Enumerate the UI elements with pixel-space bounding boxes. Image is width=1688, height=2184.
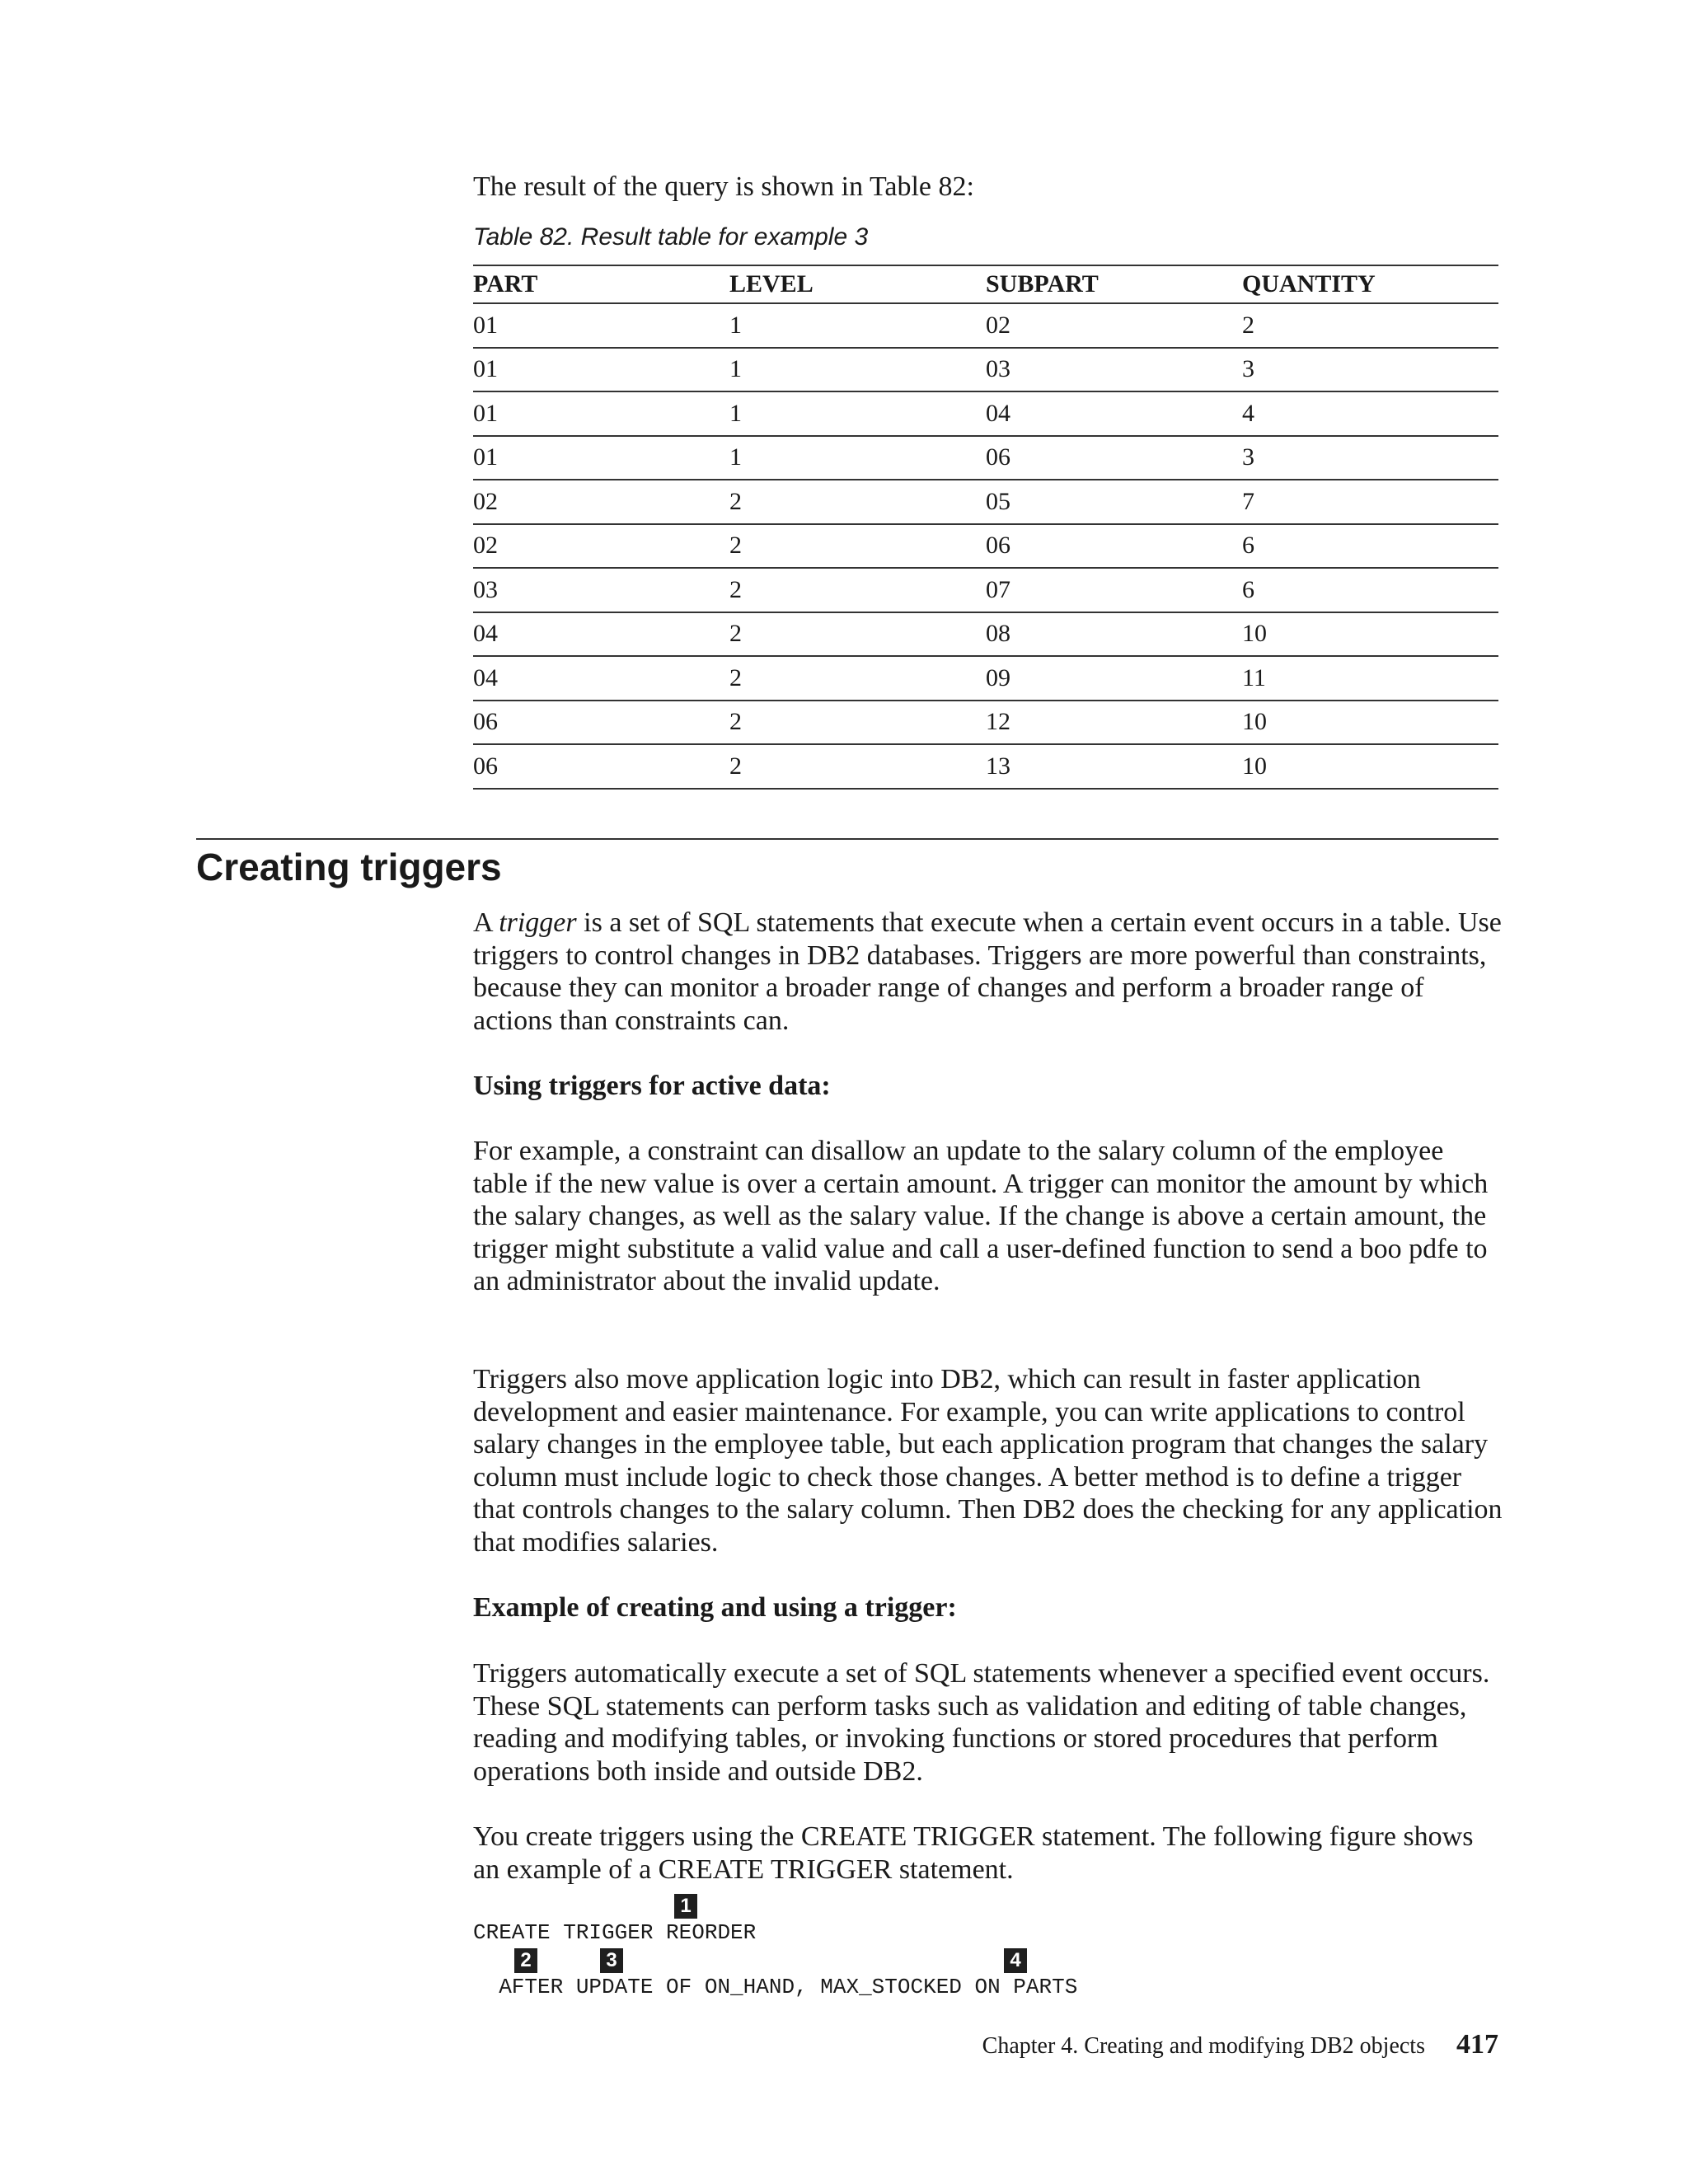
table-cell: 06 bbox=[986, 524, 1242, 569]
table-cell: 2 bbox=[729, 701, 986, 745]
paragraph-constraint-example: For example, a constraint can disallow an update to the salary column of the employee table if the new value is over a certain amount. A trigger can monitor the amount by which the salary changes, as well as the salary value. If the change is above a certain amount, the trigger might substitute a valid value and call a user-defined function to send a boo pdfe to an administrator about the invalid update. bbox=[473, 1136, 1489, 1297]
table-cell: 01 bbox=[473, 348, 729, 392]
table-cell: 10 bbox=[1242, 612, 1498, 657]
table-cell: 04 bbox=[473, 612, 729, 657]
table-cell: 2 bbox=[729, 568, 986, 612]
table-cell: 10 bbox=[1242, 744, 1498, 789]
table-cell: 03 bbox=[986, 348, 1242, 392]
table-cell: 02 bbox=[473, 480, 729, 524]
footer-chapter: Chapter 4. Creating and modifying DB2 objects bbox=[982, 2033, 1425, 2059]
callout-marker-4: 4 bbox=[1004, 1948, 1027, 1973]
table-cell: 01 bbox=[473, 436, 729, 480]
table-cell: 12 bbox=[986, 701, 1242, 745]
table-row bbox=[473, 656, 1498, 701]
table-cell: 03 bbox=[473, 568, 729, 612]
table-cell: 06 bbox=[473, 744, 729, 789]
table-cell: 6 bbox=[1242, 568, 1498, 612]
table-cell: 2 bbox=[729, 744, 986, 789]
table-cell: 2 bbox=[729, 612, 986, 657]
subheading-example: Example of creating and using a trigger: bbox=[473, 1592, 957, 1623]
callout-marker-3: 3 bbox=[600, 1948, 623, 1973]
code-line-1: CREATE TRIGGER REORDER bbox=[473, 1920, 757, 1945]
table-cell: 10 bbox=[1242, 701, 1498, 745]
intro-text: The result of the query is shown in Table 82: bbox=[473, 171, 974, 202]
table-cell: 2 bbox=[729, 656, 986, 701]
table-row bbox=[473, 436, 1498, 480]
table-cell: 01 bbox=[473, 303, 729, 348]
table-cell: 3 bbox=[1242, 436, 1498, 480]
page-number: 417 bbox=[1456, 2029, 1498, 2060]
code-line-2: AFTER UPDATE OF ON_HAND, MAX_STOCKED ON PARTS bbox=[473, 1975, 1078, 1999]
table-caption: Table 82. Result table for example 3 bbox=[473, 223, 869, 251]
paragraph-trigger-execution: Triggers automatically execute a set of SQL statements whenever a specified event occurs. These SQL statements can perform tasks such as validation and editing of table changes, reading and modifying tables, or invoking functions or stored procedures that perform operations both inside and outside DB2. bbox=[473, 1658, 1490, 1787]
table-cell: 06 bbox=[986, 436, 1242, 480]
paragraph-create-trigger: You create triggers using the CREATE TRIGGER statement. The following figure shows an example of a CREATE TRIGGER statement. bbox=[473, 1821, 1474, 1885]
table-cell: 09 bbox=[986, 656, 1242, 701]
table-cell: 1 bbox=[729, 391, 986, 436]
table-row bbox=[473, 391, 1498, 436]
table-cell: 7 bbox=[1242, 480, 1498, 524]
table-cell: 4 bbox=[1242, 391, 1498, 436]
table-cell: 2 bbox=[729, 524, 986, 569]
section-title: Creating triggers bbox=[196, 846, 502, 888]
table-cell: 04 bbox=[473, 656, 729, 701]
table-cell: 11 bbox=[1242, 656, 1498, 701]
table-cell: 1 bbox=[729, 303, 986, 348]
table-row bbox=[473, 612, 1498, 657]
table-cell: 08 bbox=[986, 612, 1242, 657]
callout-marker-2: 2 bbox=[514, 1948, 537, 1973]
table-cell: 2 bbox=[1242, 303, 1498, 348]
table-cell: 06 bbox=[473, 701, 729, 745]
table-cell: 13 bbox=[986, 744, 1242, 789]
p1-rest: is a set of SQL statements that execute when a certain event occurs in a table. Use triggers to control changes in DB2 databases. Triggers are more powerful than constraints, because they can monitor a broader range of changes and perform a broader range of actions than constraints can. bbox=[473, 907, 1502, 1036]
table-cell: 02 bbox=[473, 524, 729, 569]
result-table bbox=[473, 265, 1498, 790]
table-row bbox=[473, 568, 1498, 612]
table-row bbox=[473, 303, 1498, 348]
table-cell: 1 bbox=[729, 348, 986, 392]
header-part: PART bbox=[473, 265, 729, 303]
paragraph-application-logic: Triggers also move application logic into DB2, which can result in faster application development and easier maintenance. For example, you can write applications to control salary changes in the employee table, but each application program that changes the salary column must include logic to check those changes. A better method is to define a trigger that controls changes to the salary column. Then DB2 does the checking for any application that modifies salaries. bbox=[473, 1364, 1503, 1558]
section-divider bbox=[196, 838, 1498, 840]
table-row bbox=[473, 480, 1498, 524]
table-cell: 3 bbox=[1242, 348, 1498, 392]
table-header-row bbox=[473, 265, 1498, 303]
callout-marker-1: 1 bbox=[674, 1894, 697, 1919]
header-quantity: QUANTITY bbox=[1242, 265, 1498, 303]
paragraph-trigger-definition bbox=[473, 907, 1503, 1037]
table-cell: 1 bbox=[729, 436, 986, 480]
table-cell: 2 bbox=[729, 480, 986, 524]
table-cell: 02 bbox=[986, 303, 1242, 348]
table-row bbox=[473, 744, 1498, 789]
table-cell: 04 bbox=[986, 391, 1242, 436]
table-cell: 6 bbox=[1242, 524, 1498, 569]
term-trigger: trigger bbox=[499, 907, 577, 938]
page-footer bbox=[982, 2028, 1498, 2063]
table-row bbox=[473, 348, 1498, 392]
header-level: LEVEL bbox=[729, 265, 986, 303]
table-body bbox=[473, 303, 1498, 789]
table-cell: 01 bbox=[473, 391, 729, 436]
p1-prefix: A bbox=[473, 907, 499, 938]
header-subpart: SUBPART bbox=[986, 265, 1242, 303]
table-row bbox=[473, 701, 1498, 745]
subheading-active-data: Using triggers for active data: bbox=[473, 1071, 831, 1101]
table-cell: 07 bbox=[986, 568, 1242, 612]
table-cell: 05 bbox=[986, 480, 1242, 524]
table-row bbox=[473, 524, 1498, 569]
